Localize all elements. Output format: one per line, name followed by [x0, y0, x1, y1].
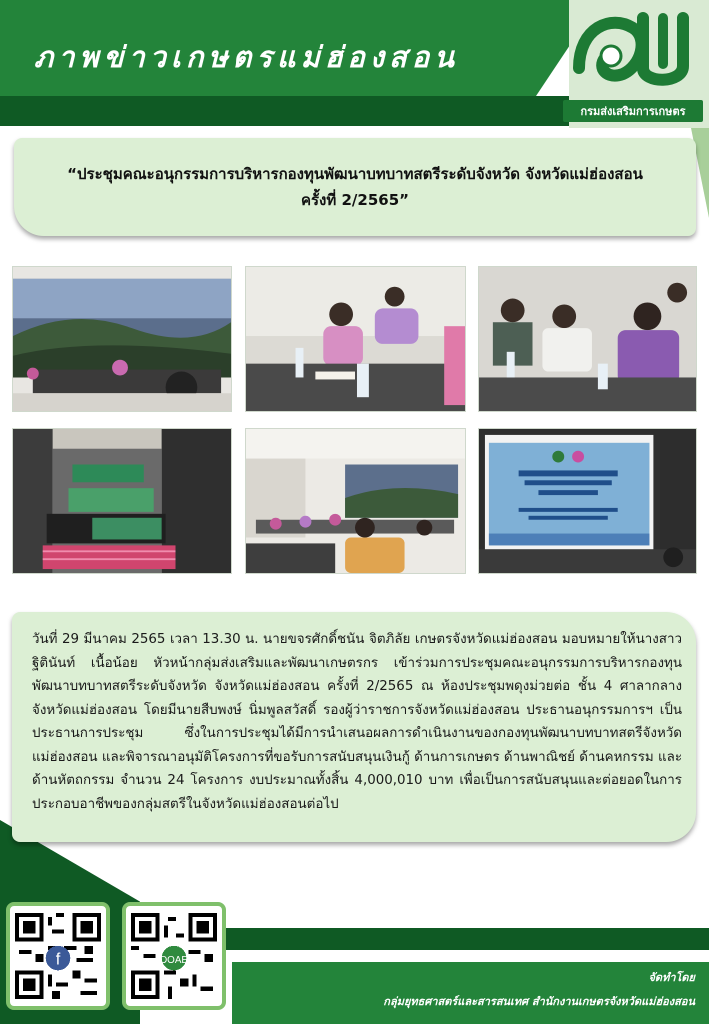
photo-meeting-officials — [478, 266, 697, 412]
header — [0, 0, 709, 128]
headline-card — [14, 138, 696, 236]
photo-presentation-slide — [478, 428, 697, 574]
credit-label: จัดทำโดย — [648, 971, 695, 984]
headline-line-2: ครั้งที่ 2/2565” — [300, 191, 410, 209]
photo-meeting-participants — [245, 266, 466, 412]
photo-meeting-screen — [12, 266, 232, 412]
headline-line-1: “ประชุมคณะอนุกรรมการบริหารกองทุนพัฒนาบทบาทสตรีระดับจังหวัด จังหวัดแม่ฮ่องสอน — [67, 165, 643, 183]
doae-logo-icon — [571, 8, 695, 96]
news-body-text: วันที่ 29 มีนาคม 2565 เวลา 13.30 น. นายขจรศักดิ์ชนัน จิตภิลัย เกษตรจังหวัดแม่ฮ่องสอน มอบหมายให้นางสาวฐิตินันท์ เนื้อน้อย หัวหน้ากลุ่มส่งเสริมและพัฒนาเกษตรกร เข้าร่วมการประชุมคณะอนุกรรมการบริหารกองทุนพัฒนาบทบาทสตรีระดับจังหวัด จังหวัดแม่ฮ่องสอน ครั้งที่ 2/2565 ณ ห้องประชุมพดุงม่วยต่อ ชั้น 4 ศาลากลางจังหวัดแม่ฮ่องสอน โดยมีนายสืบพงษ์ นิ่มพูลสวัสดิ์ รองผู้ว่าราชการจังหวัดแม่ฮ่องสอน ประธานอนุกรรมการฯ เป็นประธานการประชุม ซึ่งในการประชุมได้มีการนำเสนอผลการดำเนินงานของกองทุนพัฒนาบทบาทสตรีจังหวัดแม่ฮ่องสอน และพิจารณาอนุมัติโครงการที่ขอรับการสนับสนุนเงินกู้ ด้านการเกษตร ด้านพาณิชย์ ด้านคหกรรม และด้านหัตถกรรม จำนวน 24 โครงการ งบประมาณทั้งสิ้น 4,000,010 บาท เพื่อเป็นการสนับสนุนและต่อยอดในการประกอบอาชีพของกลุ่มสตรีในจังหวัดแม่ฮ่องสอนต่อไป — [32, 632, 683, 812]
facebook-qr-code-icon[interactable] — [6, 902, 110, 1010]
svg-text:f: f — [55, 950, 61, 969]
news-body-card — [12, 612, 696, 842]
photo-woven-textiles — [12, 428, 232, 574]
doae-qr-code-icon[interactable] — [122, 902, 226, 1010]
page-title: ภาพข่าวเกษตรแม่ฮ่องสอน — [34, 40, 459, 74]
logo-area — [569, 0, 709, 128]
photo-meeting-room — [245, 428, 466, 574]
svg-text:DOAE: DOAE — [160, 954, 188, 966]
footer-dark-band — [218, 928, 709, 950]
logo-caption: กรมส่งเสริมการเกษตร — [563, 100, 703, 122]
credit-organization: กลุ่มยุทธศาสตร์และสารสนเทศ สำนักงานเกษตรจังหวัดแม่ฮ่องสอน — [383, 995, 695, 1008]
